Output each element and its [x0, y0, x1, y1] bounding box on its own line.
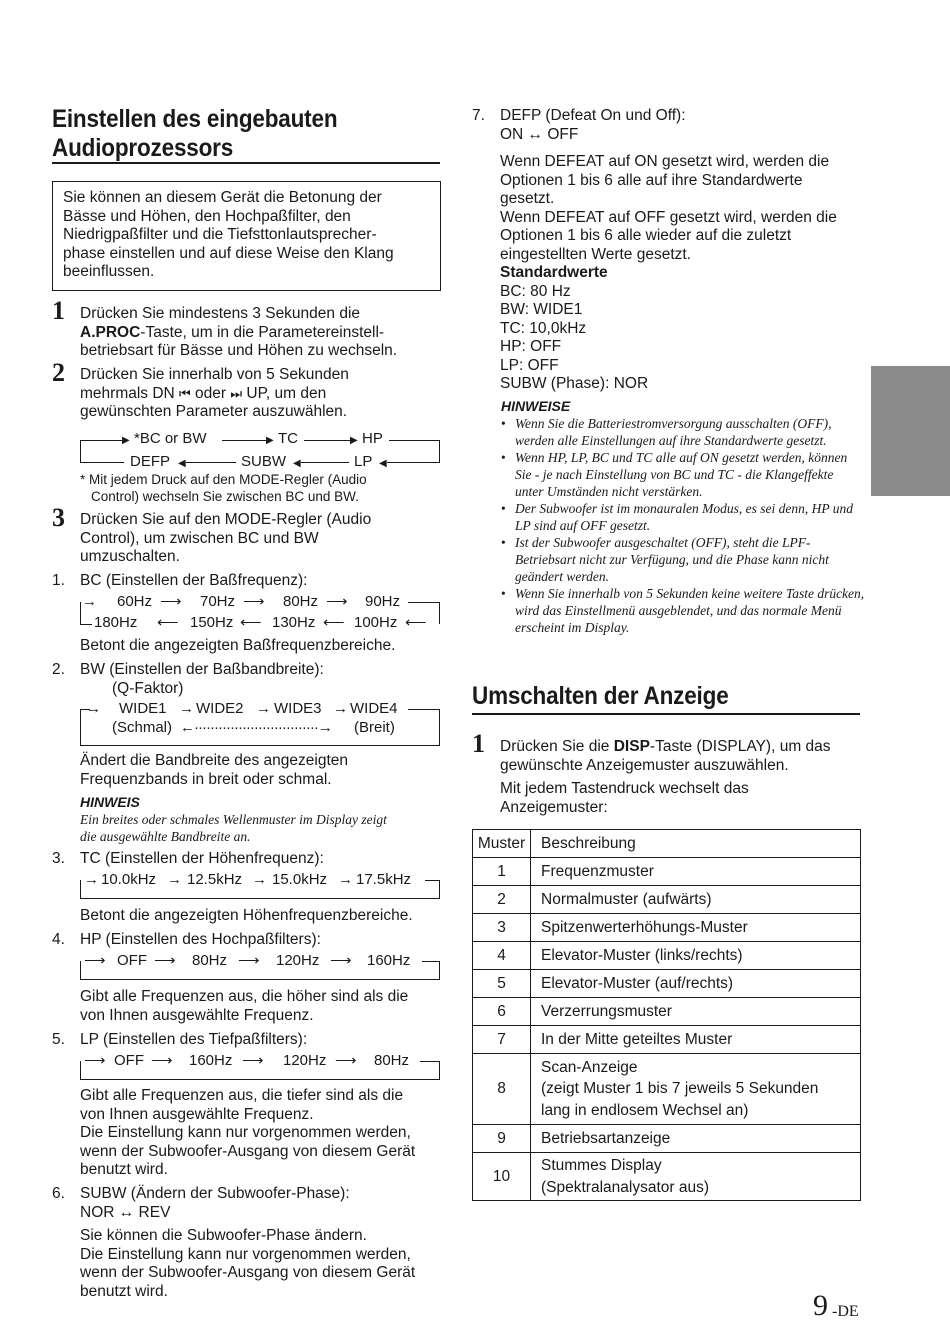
footnote: * Mit jedem Druck auf den MODE-Regler (Audio Control) wechseln Sie zwischen BC und BW.	[80, 472, 367, 504]
note-item: • Der Subwoofer ist im monauralen Modus, es sei denn, HP und LP sind auf OFF gesetzt.	[500, 500, 865, 534]
item-description: Betont die angezeigten Höhenfrequenzbereiche.	[80, 907, 413, 924]
step-number: 3	[52, 503, 65, 532]
note-item: • Wenn Sie die Batteriestromversorgung ausschalten (OFF), werden alle Einstellungen auf ihre Standardwerte gesetzt.	[500, 415, 865, 449]
skip-forward-icon: ⏭	[230, 385, 243, 401]
chapter-tab	[871, 366, 950, 496]
item-description: Sie können die Subwoofer-Phase ändern. Die Einstellung kann nur vorgenommen werden, wenn der Subwoofer-Ausgang von diesem Gerät benutzt wird.	[80, 1227, 416, 1300]
item-number: 2.	[52, 661, 65, 678]
hinweis-text: Ein breites oder schmales Wellenmuster im Display zeigt die ausgewählte Bandbreite an.	[80, 812, 387, 844]
item-heading: LP (Einstellen des Tiefpaßfilters):	[80, 1031, 308, 1048]
item-number: 7.	[472, 107, 485, 124]
skip-back-icon: ⏮	[179, 385, 191, 401]
table-row: 2 Normalmuster (aufwärts)	[473, 886, 861, 914]
default-values-heading: Standardwerte	[500, 264, 608, 281]
table-row: 5 Elevator-Muster (auf/rechts)	[473, 970, 861, 998]
item-number: 6.	[52, 1185, 65, 1202]
note-item: • Wenn Sie innerhalb von 5 Sekunden keine weitere Taste drücken, wird das Einstellmenü ausgeblendet, und das normale Menü erscheint im Display.	[500, 585, 865, 636]
title-underline	[472, 713, 860, 715]
item-number: 4.	[52, 931, 65, 948]
item-heading: BC (Einstellen der Baßfrequenz):	[80, 572, 308, 589]
item-number: 3.	[52, 850, 65, 867]
table-row: 8 Scan-Anzeige (zeigt Muster 1 bis 7 jeweils 5 Sekunden lang in endlosem Wechsel an)	[473, 1054, 861, 1125]
section-title: Einstellen des eingebauten Audioprozessors	[52, 105, 338, 162]
item-number: 5.	[52, 1031, 65, 1048]
table-row: 10 Stummes Display (Spektralanalysator aus)	[473, 1153, 861, 1201]
item-heading: BW (Einstellen der Baßbandbreite):	[80, 661, 324, 678]
note-item: • Ist der Subwoofer ausgeschaltet (OFF), steht die LPF-Betriebsart nicht zur Verfügung, und die Phase kann nicht geändert werden.	[500, 534, 865, 585]
item-description: Wenn DEFEAT auf ON gesetzt wird, werden die Optionen 1 bis 6 alle auf ihre Standardwerte gesetzt. Wenn DEFEAT auf OFF gesetzt wird, werden die Optionen 1 bis 6 alle wieder auf die zuletzt eingestellten Werte gesetzt. Standardwerte BC: 80 Hz BW: WIDE1 TC: 10,0kHz HP: OFF LP: OFF SUBW (Phase): NOR	[500, 153, 837, 392]
item-heading: DEFP (Defeat On und Off): ON ↔ OFF	[500, 107, 686, 143]
step-1-text: Drücken Sie die DISP-Taste (DISPLAY), um das gewünschte Anzeigemuster auszuwählen. Mit jedem Tastendruck wechselt das Anzeigemuster:	[500, 738, 831, 816]
item-description: Ändert die Bandbreite des angezeigten Frequenzbands in breit oder schmal.	[80, 752, 349, 788]
item-number: 1.	[52, 572, 65, 589]
hinweise-heading: HINWEISE	[501, 398, 571, 414]
step-1-text: Drücken Sie mindestens 3 Sekunden die A.PROC-Taste, um in die Parametereinstell- betriebsart für Bässe und Höhen zu wechseln.	[80, 305, 398, 359]
table-row: 7 In der Mitte geteiltes Muster	[473, 1026, 861, 1054]
step-number: 2	[52, 358, 65, 387]
table-header: Beschreibung	[531, 830, 861, 858]
table-header-row	[473, 830, 861, 858]
item-description: Gibt alle Frequenzen aus, die höher sind als die von Ihnen ausgewählte Frequenz.	[80, 988, 409, 1024]
item-subheading: (Q-Faktor)	[112, 680, 184, 697]
step-3-text: Drücken Sie auf den MODE-Regler (Audio Control), um zwischen BC und BW umzuschalten.	[80, 511, 372, 565]
intro-box: Sie können an diesem Gerät die Betonung der Bässe und Höhen, den Hochpaßfilter, den Niedrigpaßfilter und die Tiefsttonlautsprecher- phase einstellen und auf diese Weise den Klang beeinflussen.	[52, 181, 441, 291]
page-suffix: -DE	[832, 1303, 859, 1320]
step-2-text: Drücken Sie innerhalb von 5 Sekunden mehrmals DN ⏮ oder ⏭ UP, um den gewünschten Parameter auszuwählen.	[80, 366, 349, 420]
table-row: 6 Verzerrungsmuster	[473, 998, 861, 1026]
item-heading: HP (Einstellen des Hochpaßfilters):	[80, 931, 321, 948]
page-number: 9	[813, 1289, 828, 1322]
table-row: 3 Spitzenwerterhöhungs-Muster	[473, 914, 861, 942]
notes-list	[500, 415, 865, 636]
item-heading: SUBW (Ändern der Subwoofer-Phase): NOR ↔ REV	[80, 1185, 350, 1221]
section-title: Umschalten der Anzeige	[472, 682, 729, 710]
table-header: Muster	[473, 830, 531, 858]
table-row: 9 Betriebsartanzeige	[473, 1125, 861, 1153]
table-row: 1 Frequenzmuster	[473, 858, 861, 886]
table-row: 4 Elevator-Muster (links/rechts)	[473, 942, 861, 970]
step-number: 1	[472, 729, 485, 758]
display-pattern-table	[472, 829, 861, 1201]
item-description: Gibt alle Frequenzen aus, die tiefer sind als die von Ihnen ausgewählte Frequenz. Die Einstellung kann nur vorgenommen werden, wenn der Subwoofer-Ausgang von diesem Gerät benutzt wird.	[80, 1087, 416, 1178]
note-item: • Wenn HP, LP, BC und TC alle auf ON gesetzt werden, können Sie - je nach Einstellung von BC und TC - die Klangeffekte unter Umständen nicht verstärken.	[500, 449, 865, 500]
item-heading: TC (Einstellen der Höhenfrequenz):	[80, 850, 324, 867]
title-underline	[52, 162, 440, 164]
step-number: 1	[52, 296, 65, 325]
hinweis-heading: HINWEIS	[80, 794, 140, 810]
item-description: Betont die angezeigten Baßfrequenzbereiche.	[80, 637, 396, 654]
